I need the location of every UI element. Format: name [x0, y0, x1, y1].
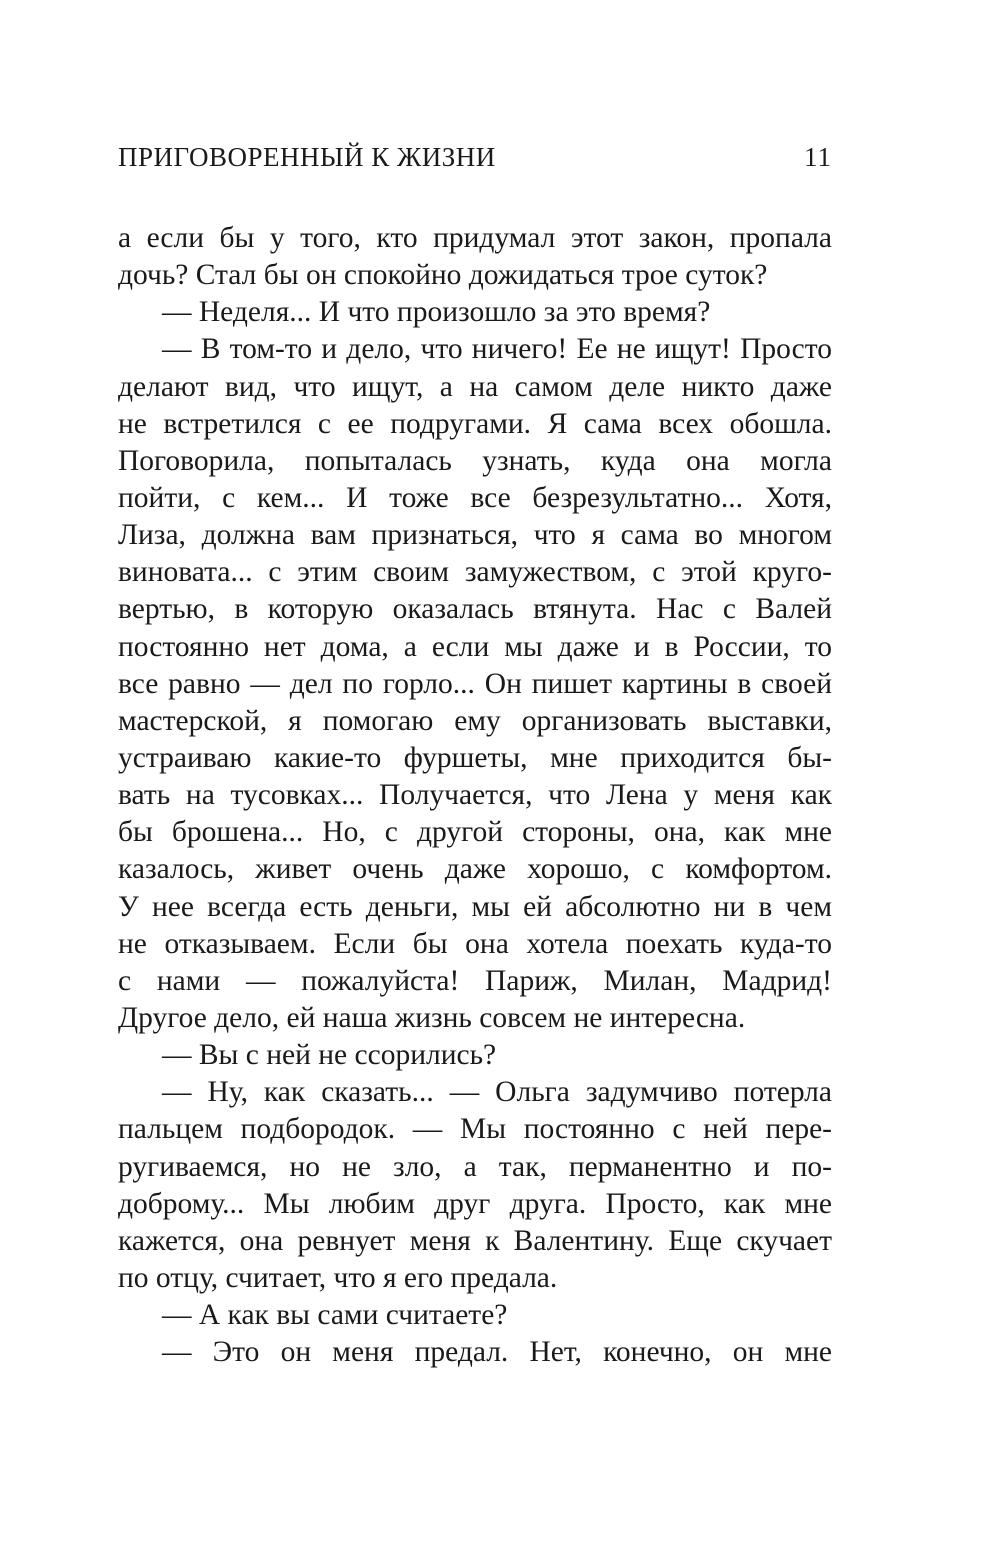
body-text [118, 220, 832, 1371]
text-line: виновата... с этим своим замужеством, с этой круго- [118, 556, 832, 589]
text-line: кажется, она ревнует меня к Валентину. Еще скучает [118, 1224, 832, 1257]
running-title: ПРИГОВОРЕННЫЙ К ЖИЗНИ [118, 142, 496, 172]
text-line: дочь? Стал бы он спокойно дожидаться трое суток? [118, 259, 768, 292]
text-line: вать на тусовках... Получается, что Лена у меня как [118, 779, 832, 812]
text-line: казалось, живет очень даже хорошо, с комфортом. [118, 853, 832, 886]
text-line: доброму... Мы любим друг друга. Просто, как мне [118, 1187, 832, 1220]
text-line: — Вы с ней не ссорились? [162, 1039, 497, 1072]
text-line: ругиваемся, но не зло, а так, перманентно и по- [118, 1150, 832, 1183]
text-line: мастерской, я помогаю ему организовать выставки, [118, 704, 832, 737]
text-line: бы брошена... Но, с другой стороны, она, как мне [118, 816, 832, 849]
page-number: 11 [804, 142, 832, 172]
text-line: — Это он меня предал. Нет, конечно, он мне [162, 1336, 832, 1369]
text-line: все равно — дел по горло... Он пишет картины в своей [118, 667, 832, 700]
text-line: постоянно нет дома, а если мы даже и в России, то [118, 630, 832, 663]
text-line: — В том-то и дело, что ничего! Ее не ищут! Просто [162, 333, 832, 366]
text-line: — Ну, как сказать... — Ольга задумчиво потерла [162, 1076, 832, 1109]
text-line: а если бы у того, кто придумал этот закон, пропала [118, 222, 832, 254]
text-line: Поговорила, попыталась узнать, куда она могла [118, 444, 832, 477]
text-line: устраиваю какие-то фуршеты, мне приходится бы- [118, 741, 832, 774]
text-line: — А как вы сами считаете? [162, 1299, 508, 1332]
text-line: делают вид, что ищут, а на самом деле никто даже [118, 370, 832, 403]
text-line: пальцем подбородок. — Мы постоянно с ней пере- [118, 1113, 832, 1146]
text-line: — Неделя... И что произошло за это время? [162, 296, 711, 329]
text-line: Другое дело, ей наша жизнь совсем не интересна. [118, 1001, 746, 1034]
text-line: вертью, в которую оказалась втянута. Нас с Валей [118, 593, 832, 626]
text-line: пойти, с кем... И тоже все безрезультатно... Хотя, [118, 481, 832, 514]
text-line: не встретился с ее подругами. Я сама всех обошла. [118, 407, 832, 440]
running-header [118, 142, 832, 182]
text-line: не отказываем. Если бы она хотела поехать куда-то [118, 927, 832, 960]
text-line: Лиза, должна вам признаться, что я сама во многом [118, 519, 832, 552]
text-line: по отцу, считает, что я его предала. [118, 1261, 558, 1294]
text-line: У нее всегда есть деньги, мы ей абсолютно ни в чем [118, 890, 832, 923]
text-line: с нами — пожалуйста! Париж, Милан, Мадрид! [118, 964, 832, 997]
